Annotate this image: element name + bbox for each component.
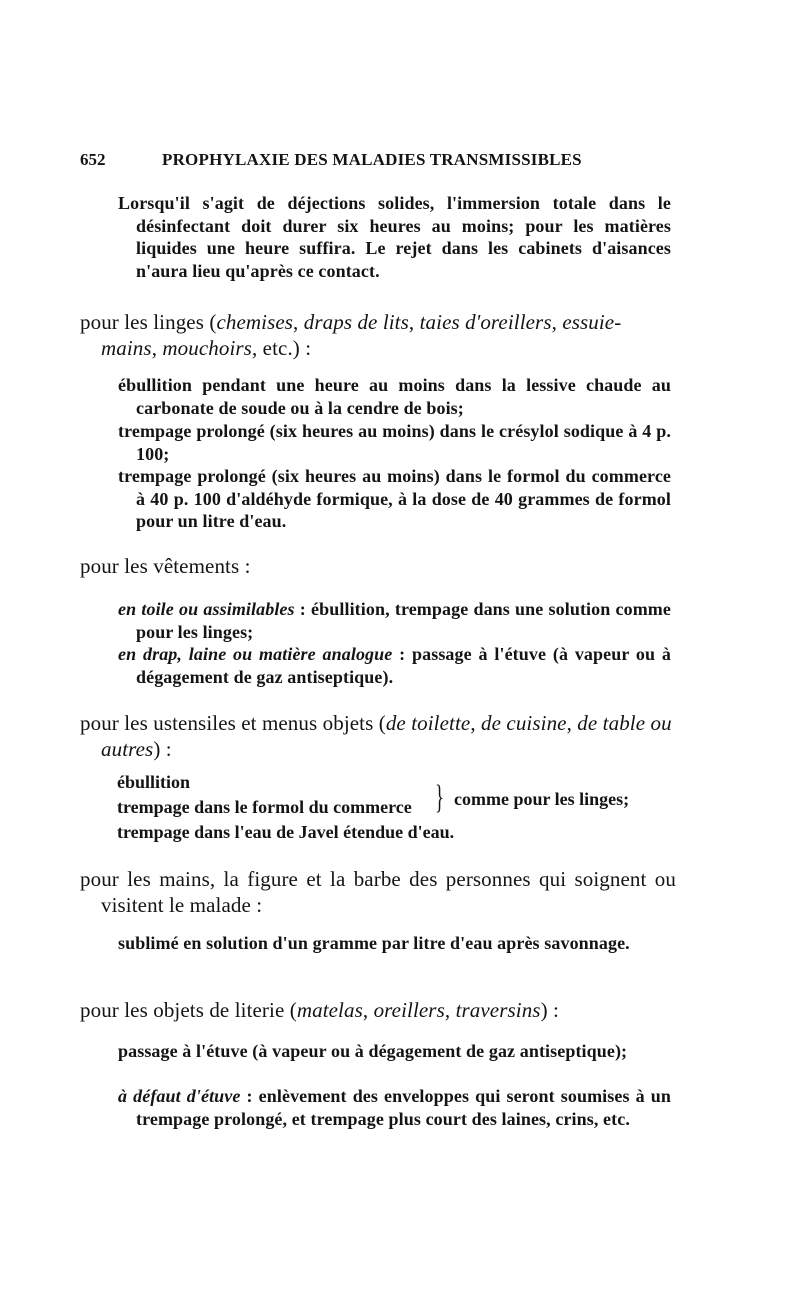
ustensiles-last-line: trempage dans l'eau de Javel étendue d'eau. <box>117 822 455 842</box>
linges-example-5: mouchoirs <box>162 336 252 360</box>
literie-example-1: matelas <box>296 998 363 1022</box>
linges-heading: pour les linges (chemises, draps de lits, taies d'oreillers, essuie-mains, mouchoirs, etc.) : <box>80 310 622 360</box>
literie-item-2-text: : enlèvement des enveloppes qui seront soumises à un trempage prolongé, et trempage plus court des laines, crins, etc. <box>136 1086 672 1129</box>
literie-heading-tail: ) : <box>540 998 559 1022</box>
linges-item-2: trempage prolongé (six heures au moins) dans le crésylol sodique à 4 p. 100; <box>118 421 671 464</box>
linges-item-3: trempage prolongé (six heures au moins) dans le formol du commerce à 40 p. 100 d'aldéhyde formique, à la dose de 40 grammes de formol pour un litre d'eau. <box>118 466 671 531</box>
vetements-item-2-text: : passage à l'étuve (à vapeur ou à dégagement de gaz antiseptique). <box>136 644 671 687</box>
linges-heading-tail: etc.) : <box>262 336 312 360</box>
vetements-item-1-text: : ébullition, trempage dans une solution comme pour les linges; <box>136 599 671 642</box>
linges-example-2: draps de lits <box>303 310 409 334</box>
literie-item-2-label: à défaut d'étuve <box>118 1086 241 1106</box>
literie-example-2: oreillers <box>373 998 445 1022</box>
literie-item-1: passage à l'étuve (à vapeur ou à dégagement de gaz antiseptique); <box>118 1041 628 1061</box>
literie-heading-lead: pour les objets de literie ( <box>80 998 297 1022</box>
ustensiles-example-2: de cuisine <box>481 711 567 735</box>
intro-paragraph: Lorsqu'il s'agit de déjections solides, l'immersion totale dans le désinfectant doit durer six heures au moins; pour les matières liquides une heure suffira. Le rejet dans les cabinets d'aisances n'aura lieu qu'après ce contact. <box>118 193 671 281</box>
linges-heading-lead: pour les linges ( <box>80 310 217 334</box>
running-title: PROPHYLAXIE DES MALADIES TRANSMISSIBLES <box>162 150 582 169</box>
ustensiles-heading-lead: pour les ustensiles et menus objets ( <box>80 711 386 735</box>
vetements-item-1-label: en toile ou assimilables <box>118 599 295 619</box>
linges-item-1: ébullition pendant une heure au moins dans la lessive chaude au carbonate de soude ou à la cendre de bois; <box>118 375 671 418</box>
linges-example-4: essuie-mains <box>101 310 622 360</box>
ustensiles-bracket-target: comme pour les linges; <box>454 789 630 809</box>
mains-item-1: sublimé en solution d'un gramme par litre d'eau après savonnage. <box>118 933 630 953</box>
literie-example-3: traversins <box>455 998 541 1022</box>
vetements-item-1 <box>118 598 671 643</box>
ustensiles-heading-tail: ) : <box>153 737 172 761</box>
ustensiles-bracket-group <box>117 772 677 844</box>
ustensiles-heading: pour les ustensiles et menus objets (de toilette, de cuisine, de table ou autres) : <box>80 711 672 761</box>
literie-heading: pour les objets de literie (matelas, oreillers, traversins) : <box>80 998 559 1022</box>
ustensiles-bracket-line-1: ébullition <box>117 772 191 792</box>
vetements-heading: pour les vêtements : <box>80 554 251 578</box>
mains-heading: pour les mains, la figure et la barbe des personnes qui soignent ou visitent le malade : <box>80 867 676 917</box>
ustensiles-example-1: de toilette <box>385 711 471 735</box>
vetements-item-2-label: en drap, laine ou matière analogue <box>118 644 393 664</box>
curly-brace-icon: } <box>435 779 444 816</box>
ustensiles-bracket-line-2: trempage dans le formol du commerce <box>117 797 412 817</box>
literie-item-2 <box>118 1085 671 1130</box>
page-header <box>80 150 660 180</box>
linges-example-1: chemises <box>216 310 294 334</box>
linges-example-3: taies d'oreillers <box>419 310 552 334</box>
ustensiles-example-3: de table ou autres <box>101 711 672 761</box>
page-number: 652 <box>80 150 106 169</box>
vetements-item-2 <box>118 643 671 688</box>
